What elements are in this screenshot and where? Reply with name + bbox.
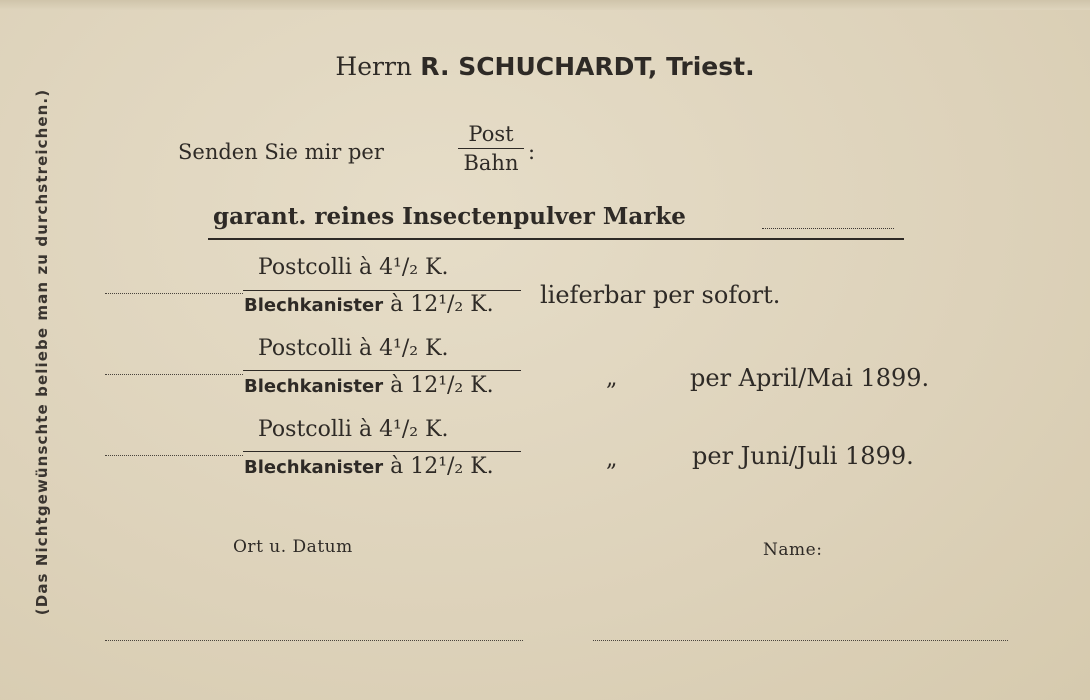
availability-text: per Juni/Juli 1899. bbox=[692, 442, 914, 470]
send-request-text: Senden Sie mir per bbox=[178, 140, 384, 164]
blechkanister-word: Blechkanister bbox=[244, 295, 384, 316]
quantity-fill-field[interactable] bbox=[105, 374, 243, 375]
recipient-line bbox=[0, 52, 1090, 82]
quantity-fill-field[interactable] bbox=[105, 293, 243, 294]
option-divider bbox=[243, 451, 521, 452]
shipping-colon: : bbox=[528, 140, 536, 164]
blechkanister-word: Blechkanister bbox=[244, 376, 384, 397]
brand-fill-field[interactable] bbox=[762, 228, 894, 229]
option-divider bbox=[243, 370, 521, 371]
name-label: Name: bbox=[763, 540, 823, 560]
availability-text: per April/Mai 1899. bbox=[690, 364, 930, 392]
blechkanister-price: à 12¹/₂ K. bbox=[390, 373, 494, 398]
availability-text: lieferbar per sofort. bbox=[540, 281, 781, 309]
quantity-fill-field[interactable] bbox=[105, 455, 243, 456]
shipping-method-choice[interactable] bbox=[456, 122, 526, 175]
shipping-option-bahn[interactable]: Bahn bbox=[463, 151, 519, 175]
name-field[interactable] bbox=[593, 640, 1008, 641]
product-underline bbox=[208, 238, 904, 240]
blechkanister-price: à 12¹/₂ K. bbox=[390, 454, 494, 479]
postcolli-option[interactable]: Postcolli à 4¹/₂ K. bbox=[258, 255, 449, 280]
blechkanister-option[interactable] bbox=[244, 292, 494, 317]
product-line: garant. reines Insectenpulver Marke bbox=[213, 203, 686, 230]
postcolli-option[interactable]: Postcolli à 4¹/₂ K. bbox=[258, 336, 449, 361]
ditto-mark: „ bbox=[606, 366, 618, 391]
blechkanister-word: Blechkanister bbox=[244, 457, 384, 478]
place-date-field[interactable] bbox=[105, 640, 523, 641]
blechkanister-price: à 12¹/₂ K. bbox=[390, 292, 494, 317]
recipient-name: R. SCHUCHARDT, Triest. bbox=[420, 52, 755, 81]
ditto-mark: „ bbox=[606, 447, 618, 472]
strike-out-instruction: (Das Nichtgewünschte beliebe man zu durchstreichen.) bbox=[33, 88, 51, 616]
option-divider bbox=[243, 290, 521, 291]
place-date-label: Ort u. Datum bbox=[233, 537, 353, 557]
card-top-edge bbox=[0, 0, 1090, 10]
blechkanister-option[interactable] bbox=[244, 373, 494, 398]
blechkanister-option[interactable] bbox=[244, 454, 494, 479]
shipping-option-post[interactable]: Post bbox=[468, 122, 514, 146]
postcolli-option[interactable]: Postcolli à 4¹/₂ K. bbox=[258, 417, 449, 442]
salutation: Herrn bbox=[335, 52, 413, 81]
